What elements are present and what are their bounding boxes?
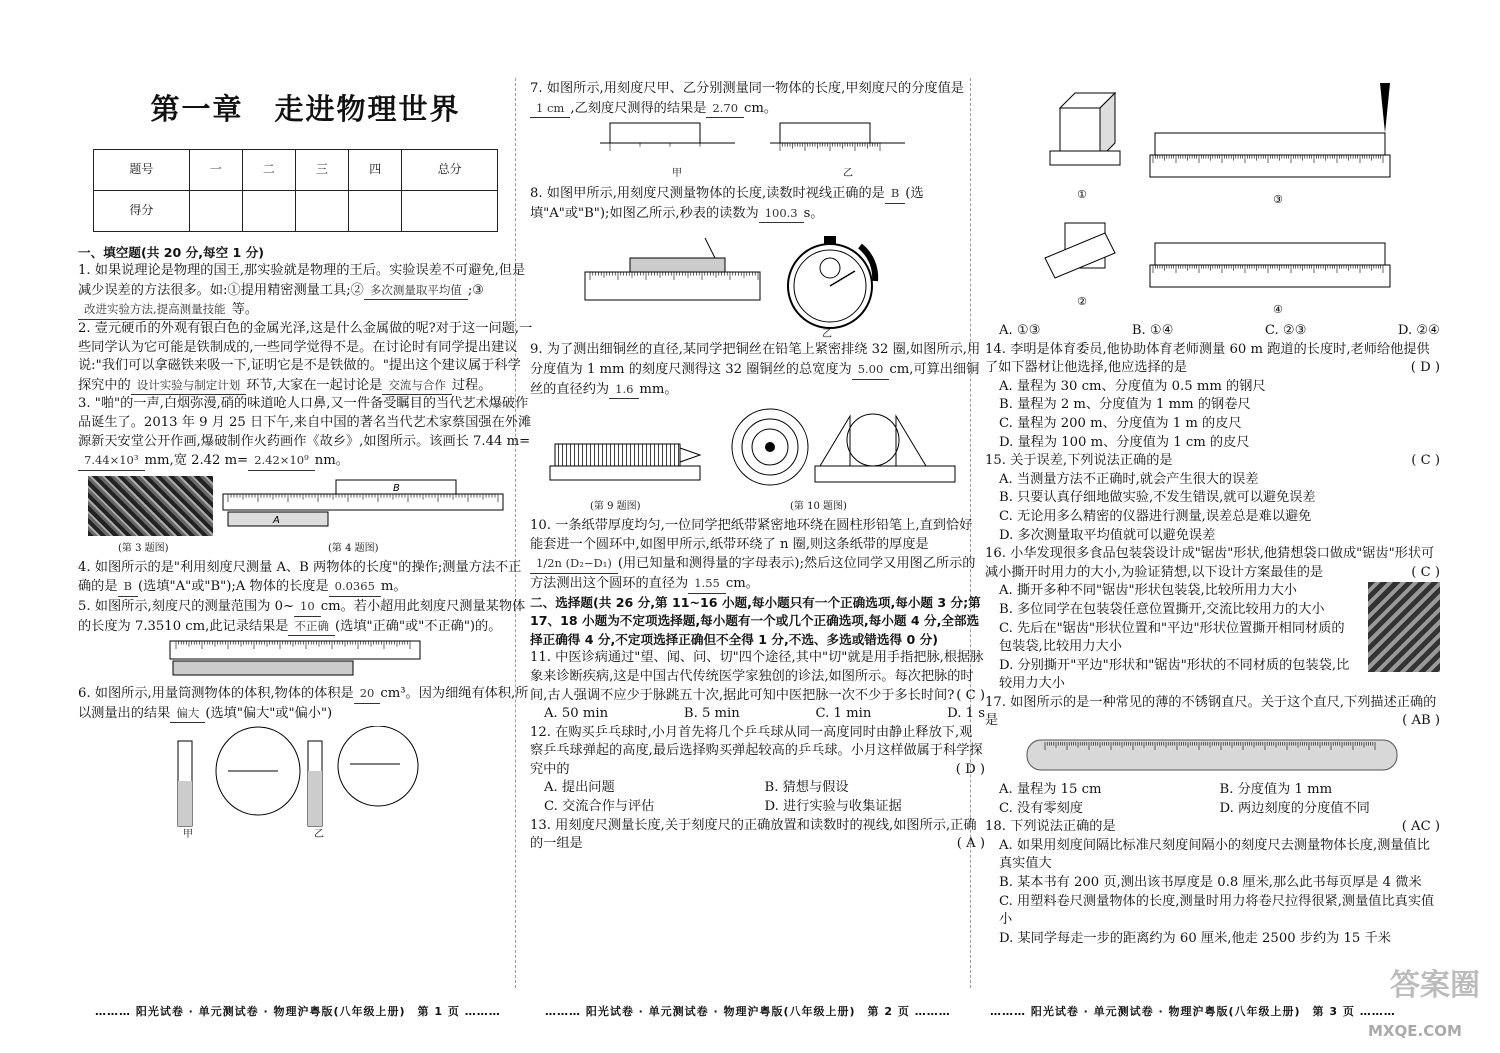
answer-bracket: ( C ) [956,687,985,703]
steel-ruler-image [1025,738,1405,774]
options-17 [985,781,1440,818]
section-1-heading: 一、填空题(共 20 分,每空 1 分) [78,244,265,260]
question-2: 2. 壹元硬币的外观有银白色的金属光泽,这是什么金属做的呢?对于这一问题,一些同学认为它可能是铁制成的,一些同学觉得不是。在讨论时有同学提出建议说:"我们可以拿磁铁来吸一下,证明它是不是铁做的。"提出这个建议属于科学探究中的 设计实验与制定计划 环节,大家在一起讨论是 交流与合作 过程。 [78,320,533,395]
answer-blank: 2.42×10⁹ [248,451,315,471]
score-cell[interactable] [402,190,498,231]
options-16 [985,582,1440,694]
score-header: 四 [349,149,402,190]
svg-text:②: ② [1077,295,1087,308]
score-cell[interactable] [295,190,348,231]
answer-bracket: ( A ) [956,836,985,852]
option[interactable]: C. 先后在"锯齿"形状位置和"平边"形状位置撕开相同材质的包装袋,比较用力大小 [999,620,1345,655]
caption-fig10: (第 10 题图) [790,501,847,513]
option[interactable]: D. 量程为 100 m、分度值为 1 cm 的皮尺 [999,434,1250,450]
answer-blank: 1/2n (D₂−D₁) [530,554,618,574]
figure-3-4 [78,474,533,556]
score-header: 总分 [402,149,498,190]
label-yi: 乙 [314,829,324,841]
option[interactable]: A. 50 min [544,706,609,722]
snack-bag-photo [1368,582,1440,672]
figure-8 [530,226,985,341]
options-14 [985,378,1440,452]
answer-bracket: ( C ) [1411,453,1440,469]
option[interactable]: C. ②③ [1264,323,1307,338]
label-jia: 甲 [672,168,682,180]
question-11: 11. 中医诊病通过"望、闻、问、切"四个途径,其中"切"就是用手指把脉,根据脉象来诊断疾病,这是中国古代传统医学家独创的诊法,如图所示。每次把脉的时间,古人强调不应少于脉跳五十次,据此可知中医把脉一次不少于多长时间? ( C ) [530,649,985,705]
option[interactable]: C. 量程为 200 m、分度值为 1 m 的皮尺 [999,415,1242,431]
svg-text:B: B [393,482,400,494]
answer-blank: 100.3 [759,204,804,224]
svg-text:④: ④ [1273,303,1283,315]
score-table [93,149,498,232]
svg-text:A: A [273,514,280,526]
question-3: 3. "啪"的一声,白烟弥漫,硝的味道呛人口鼻,又一件备受瞩目的当代艺术爆破作品诞生了。2013 年 9 月 25 日下午,来自中国的著名当代艺术家蔡国强在外滩源新天安堂公开作画,爆破制作火药画作《故乡》,如图所示。该画长 7.44 m=7.44×10³ mm,宽 2.42 m= 2.42×10⁹ nm。 [78,395,533,470]
score-cell[interactable] [242,190,295,231]
option[interactable]: A. 提出问题 [544,780,615,796]
section-2-heading: 二、选择题(共 26 分,第 11~16 小题,每小题只有一个正确选项,每小题 3 分;第 17、18 小题为不定项选择题,每小题有一个或几个正确选项,每小题 4 分,全部选择正确得 4 分,不定项选择正确但不全得 1 分,不选、多选或错选得 0 分) [530,594,981,647]
ruler-and-stopwatch [530,226,970,334]
option[interactable]: A. 量程为 15 cm [999,782,1102,798]
figure-6 [78,726,533,841]
answer-blank: 偏大 [170,704,205,724]
question-6: 6. 如图所示,用量筒测物体的体积,物体的体积是 20 cm³。因为细绳有体积,所以测量出的结果 偏大 (选填"偏大"或"偏小") [78,684,533,723]
figure-5 [78,639,533,681]
gunpowder-painting-photo [88,476,213,536]
answer-blank: 2.70 [706,99,744,119]
option[interactable]: D. 多次测量取平均值就可以避免误差 [999,527,1216,543]
figure-9-10 [530,402,985,514]
question-12: 12. 在购买乒乓球时,小月首先将几个乒乓球从同一高度同时由静止释放下,观察乒乓球弹起的高度,最后选择购买弹起较高的乒乓球。小月这样做属于科学探究中的 ( D ) [530,724,985,780]
option[interactable]: B. 多位同学在包装袋任意位置撕开,交流比较用力的大小 [999,601,1325,617]
question-17: 17. 如图所示的是一种常见的薄的不锈钢直尺。关于这个直尺,下列描述正确的是 ( AB ) [985,694,1440,731]
answer-bracket: ( AC ) [1401,819,1440,835]
page-2 [530,80,985,854]
label-yi: 乙 [822,329,832,341]
answer-blank: 交流与合作 [382,376,452,396]
option[interactable]: A. 撕开多种不同"锯齿"形状包装袋,比较所用力大小 [999,583,1297,599]
options-11 [530,705,985,724]
caption-fig4: (第 4 题图) [328,542,379,554]
score-header: 题号 [94,149,190,190]
answer-bracket: ( C ) [1411,564,1440,580]
answer-blank: 1 cm [530,99,570,119]
label-jia: 甲 [183,829,193,841]
option[interactable]: A. 当测量方法不正确时,就会产生很大的误差 [999,471,1259,487]
option[interactable]: C. 用塑料卷尺测量物体的长度,测量时用力将卷尺拉得很紧,测量值比真实值小 [999,893,1435,928]
question-9: 9. 为了测出细铜丝的直径,某同学把铜丝在铅笔上紧密排绕 32 圈,如图所示,用分度值为 1 mm 的刻度尺测得这 32 圈铜丝的总宽度为 5.00 cm,可算出细铜丝的直径约为 1.6 mm。 [530,341,985,399]
option[interactable]: C. 1 min [815,706,872,722]
answer-blank: 7.44×10³ [78,451,145,471]
option[interactable]: D. 某同学每走一步的距离约为 60 厘米,他走 2500 步约为 15 千米 [999,930,1391,946]
question-13: 13. 用刻度尺测量长度,关于刻度尺的正确放置和读数时的视线,如图所示,正确的一组是 ( A ) [530,817,985,854]
option[interactable]: B. 猜想与假设 [764,780,849,796]
question-15: 15. 关于误差,下列说法正确的是 ( C ) [985,452,1440,471]
answer-blank: 20 [354,684,381,704]
option[interactable]: A. 如果用刻度间隔比标准尺刻度间隔小的刻度尺去测量物体长度,测量值比真实值大 [999,837,1430,872]
score-cell[interactable] [349,190,402,231]
caption-fig3: (第 3 题图) [118,542,169,554]
measuring-cylinder-diagram [78,726,498,831]
figure-13 [985,83,1440,319]
answer-blank: 5.00 [852,360,890,380]
option[interactable]: D. 进行实验与收集证据 [764,799,902,815]
option[interactable]: D. 1 s [947,706,985,722]
score-header: 一 [189,149,242,190]
score-cell[interactable] [189,190,242,231]
answer-blank: 改进实验方法,提高测量技能 [78,300,232,320]
question-18: 18. 下列说法正确的是 ( AC ) [985,818,1440,837]
answer-bracket: ( D ) [955,761,985,777]
option[interactable]: C. 交流合作与评估 [544,799,655,815]
option[interactable]: B. 某本书有 200 页,测出该书厚度是 0.8 厘米,那么此书每页厚是 4 微米 [999,875,1422,891]
question-14: 14. 李明是体育委员,他协助体育老师测量 60 m 跑道的长度时,老师给他提供了如下器材让他选择,他应选择的是 ( D ) [985,341,1440,378]
option[interactable]: D. ②④ [1397,323,1440,338]
score-header: 二 [242,149,295,190]
copper-wire-and-ring-diagram [530,402,970,497]
answer-bracket: ( AB ) [1402,713,1440,729]
page-1 [78,70,533,839]
options-18 [985,837,1440,949]
answer-blank: 设计实验与制定计划 [131,376,247,396]
answer-blank: 10 [294,597,321,617]
footer-page-2: ……… 阳光试卷 · 单元测试卷 · 物理沪粤版(八年级上册) 第 2 页 ……… [545,1005,951,1018]
question-16: 16. 小华发现很多食品包装袋设计成"锯齿"形状,他猜想袋口做成"锯齿"形状可减小撕开时用力的大小,为验证猜想,以下设计方案最佳的是 ( C ) [985,545,1440,582]
answer-blank: B [118,577,138,597]
ruler-figure-4 [218,474,508,542]
svg-text:①: ① [1077,188,1087,201]
score-row-label: 得分 [94,190,190,231]
label-yi: 乙 [843,168,853,180]
answer-blank: 0.0365 [329,577,381,597]
question-10: 10. 一条纸带厚度均匀,一位同学把纸带紧密地环绕在圆柱形铅笔上,直到恰好能套进一个圆环中,如图甲所示,纸带环绕了 n 圈,则这条纸带的厚度是1/2n (D₂−D₁) (用已知量和测得量的字母表示);然后这位同学又用图乙所示的方法测出这个圆环的直径为 1.55 cm。 [530,517,985,593]
score-header: 三 [295,149,348,190]
option[interactable]: D. 分别撕开"平边"形状和"锯齿"形状的不同材质的包装袋,比较用力大小 [999,657,1350,692]
option[interactable]: B. 5 min [683,706,740,722]
watermark-url: MXQE.COM [1368,1022,1462,1040]
answer-bracket: ( D ) [1410,360,1440,376]
svg-text:③: ③ [1273,193,1283,206]
figure-17 [985,734,1440,778]
question-8: 8. 如图甲所示,用刻度尺测量物体的长度,读数时视线正确的是 B (选填"A"或"B");如图乙所示,秒表的读数为 100.3 s。 [530,184,985,223]
footer-page-1: ……… 阳光试卷 · 单元测试卷 · 物理沪粤版(八年级上册) 第 1 页 ……… [95,1005,501,1018]
question-1: 1. 如果说理论是物理的国王,那实验就是物理的王后。实验误差不可避免,但是减少误差的方法很多。如:①提用精密测量工具;② 多次测量取平均值 ;③改进实验方法,提高测量技能 等。 [78,262,533,320]
answer-blank: 多次测量取平均值 [364,281,468,301]
options-15 [985,471,1440,545]
ruler-figure-5 [168,639,428,679]
question-5: 5. 如图所示,刻度尺的测量范围为 0~ 10 cm。若小超用此刻度尺测量某物体的长度为 7.3510 cm,此记录结果是 不正确 (选填"正确"或"不正确")的。 [78,597,533,636]
figure-7 [530,121,985,181]
chapter-title: 第一章 走进物理世界 [150,92,461,126]
question-4: 4. 如图所示的是"利用刻度尺测量 A、B 两物体的长度"的操作;测量方法不正确的是 B (选填"A"或"B");A 物体的长度是 0.0365 m。 [78,559,533,597]
option[interactable]: B. 量程为 2 m、分度值为 1 mm 的钢卷尺 [999,397,1251,413]
options-13 [985,322,1440,341]
caption-fig9: (第 9 题图) [590,501,641,513]
answer-blank: B [885,184,905,204]
options-12 [530,779,985,816]
rulers-figure-7 [600,121,970,169]
option[interactable]: C. 没有零刻度 [999,800,1083,816]
question-7: 7. 如图所示,用刻度尺甲、乙分别测量同一物体的长度,甲刻度尺的分度值是1 cm ,乙刻度尺测得的结果是 2.70 cm。 [530,80,985,118]
option[interactable]: C. 无论用多么精密的仪器进行测量,误差总是难以避免 [999,508,1312,524]
option[interactable]: B. 只要认真仔细地做实验,不发生错误,就可以避免误差 [999,490,1316,506]
answer-blank: 1.6 [609,380,639,400]
option[interactable]: A. ①③ [999,323,1041,338]
option[interactable]: B. ①④ [1131,323,1174,338]
watermark-logo: 答案圈 [1390,968,1480,1003]
option[interactable]: B. 分度值为 1 mm [1219,782,1333,798]
answer-blank: 不正确 [288,617,335,637]
answer-blank: 1.55 [688,574,726,594]
page-3 [985,80,1440,948]
option[interactable]: D. 两边刻度的分度值不同 [1219,800,1370,816]
option[interactable]: A. 量程为 30 cm、分度值为 0.5 mm 的钢尺 [999,378,1266,394]
footer-page-3: ……… 阳光试卷 · 单元测试卷 · 物理沪粤版(八年级上册) 第 3 页 ……… [990,1005,1396,1018]
ruler-placement-diagrams [985,83,1425,315]
